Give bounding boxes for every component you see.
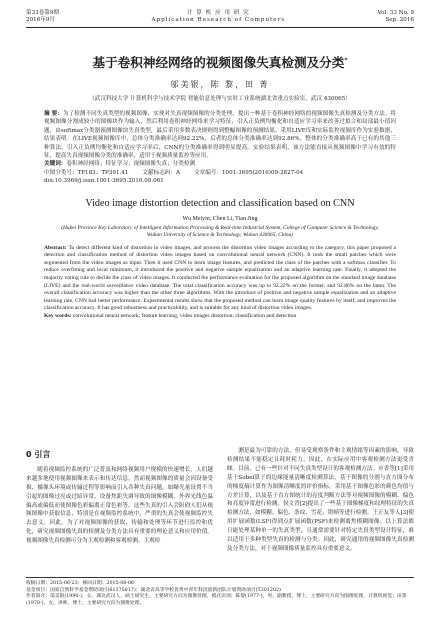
keywords-en — [44, 313, 396, 321]
classification-row — [44, 169, 396, 177]
footnote-received: 收稿日期：2015-06-23；修回日期：2015-08-06 — [26, 581, 135, 586]
paper-title-en: Video image distortion detection and classification based on CNN — [85, 197, 355, 209]
journal-name — [151, 10, 285, 24]
running-header — [26, 10, 414, 24]
date-en: Sep. 2016 — [385, 17, 414, 23]
abstract-en-block — [44, 245, 396, 321]
section-heading-introduction: 0 引言 — [26, 450, 51, 459]
intro-paragraph-right: 测是最为可靠的方法，但易受观察条件和主观情绪等因素的影响，导致检测结果不能稳定且耗时耗力。因此，在实际应用中客观检测方法更受青睐。目前，已有一些针对不同失真类型设计的客观检测方法。应省等[1]采用基于Sobel算子的边缘能量清晰度检测算法，基于图像的分割与直方图分布的梯度熵计算作为图像清晰度的评价指标，采用基于图像色彩的颜色均值与方差计算，以及基于直方图统计的亮度判断方法等对视频图像的模糊、偏色和亮度异常进行检测。侯文晋[2]提出了一些基于图像梯度和纹理特征的失真检测方法，如模糊、偏色、条纹、雪花、错帧等进行检测。王正友等人[3]使用扩展函数(LSF)得到点扩展函数(PSF)来检测离焦模糊图像。以上算法都只能处理某种单一的失真类型，且通常需要针对特定失真类型设计特征，难以适用于多种类型失真的检测与分类。因此，研究通用的视频图像失真检测及分类方法，对于视频图像质量监控具有重要意义。 — [227, 448, 414, 552]
footnote-bio: 作者简介：邬美银(1990-)，女，湖北武汉人，硕士研究生，主要研究方向为图像处理、模式识别；陈黎(1977-)，男，副教授，博士，主要研究方向为图像处理、计算机视觉；田菁(1978-)，女，讲师，博士，主要研究方向为图像处理。 — [26, 594, 407, 606]
intro-paragraph-left: 随着视频监控系统的广泛普及和网络视频用户规模的快速增长，人们越来越多地使用视频图像来表示和传达信息。然而视频图像的质量会因设备受损、摄像头环境或传输过程等影响而引入各种失真问题，如曝光量设置不当引起的图像过亮或过暗异常、设备焦距失调导致的图像模糊、外界光线色温偏高或偏低而使图像色彩偏离正常色彩等。这些失真的引入会阻碍人们从视频图像中获取信息，特别是在视频监控系统中，严重的失真会使视频监控失去意义。因此，为了对视频图像的获取、传输和处理等环节进行监控和优化，研究视频图像失真的检测及分类方法具有重要的理论意义和应用价值。视频图像失真检测可分为主观检测和客观检测。主观检 — [26, 466, 213, 545]
abstract-cn — [44, 110, 396, 160]
issue-info-cn — [26, 10, 59, 24]
title-footnote-mark: * — [344, 56, 348, 64]
volume-en: Vol. 33 No. 9 — [377, 10, 414, 16]
volume-cn: 第33卷第9期 — [26, 10, 60, 16]
title-cn-text: 基于卷积神经网络的视频图像失真检测及分类 — [92, 55, 345, 70]
keywords-cn-label: 关键词： — [44, 161, 67, 168]
footnote-fund: 基金项目：国家自然科学基金资助项目(61375017)；湖北省高等学校优秀中青年科技创新团队计划资助项目(T201202) — [26, 587, 281, 593]
keywords-cn — [44, 160, 396, 168]
keywords-cn-text: 卷积神经网络；特征学习；视频图像失真；分类检测 — [66, 161, 196, 168]
journal-name-cn: 计 算 机 应 用 研 究 — [186, 10, 250, 16]
affiliation-cn: （武汉科技大学 计算机科学与技术学院 智能信息处理与实时工业系统湖北省重点实验室，武汉 430065） — [89, 96, 351, 102]
abstract-cn-label: 摘 要： — [44, 111, 63, 117]
paper-title-cn — [26, 52, 414, 71]
keywords-en-label: Key words: — [44, 313, 72, 319]
authors-cn: 邬美银，陈 黎，田 菁 — [170, 80, 270, 89]
authors-en: Wu Meiyin, Chen Li, Tian Jing — [182, 215, 258, 222]
keywords-en-text: convolutional neural network; feature learning; video images distortion; classification and detection — [72, 313, 297, 319]
doi: doi:10.3969/j.issn.1001-3695.2016.09.061 — [44, 178, 164, 185]
article-number: 文章编号：1001-3695(2016)09-2827-04 — [194, 169, 304, 176]
abstract-cn-text: 为了检测不同失真类型的视频图像，实现对失真视频图像的分类处理，提出一种基于卷积神经网络的视频图像失真检测及分类方法。将视频图像分割成较小的图像块作为输入，然后利用卷积神经网络来学习特征，引入正负例均衡化和自适应学习率来改善过拟合和局部最小值问题，由softmax分类器预测图像块失真类型，最后采用多数表决规则得到整幅图像的预测结果。采用LIVE库和实际监控视频库作为实验数据，结果表明：在LIVE视频图像库中，总体分类准确率达到92.22%，后者的总体分类准确率达到92.86%。整体的分类准确率高于已有的其他三种算法，引入正负例均衡化和自适应学习率后，CNN的分类准确率得到明显提高。实验结果表明，该方法能直接从视频图像中学习有效的特征，提高失真视频图像分类的准确率，适用于视频质量监控等应用。 — [44, 111, 396, 160]
abstract-en-label: Abstract: — [44, 244, 67, 251]
journal-name-en: Application Research of Computers — [151, 17, 286, 23]
date-cn: 2016年9月 — [26, 17, 55, 23]
body-columns — [26, 447, 414, 554]
document-code: 文献标志码：A — [142, 169, 181, 176]
abstract-en — [44, 245, 396, 313]
issue-info-en — [378, 10, 414, 24]
abstract-en-text: To detect different kind of distortion in video images, and process the distortion video images according to the category, this paper proposed a detection and classification method of distortion video images based on convolutional neural network (CNN). It took the small patches which were segmented from the video images as input. Then it used CNN to learn image features, and predicted the class of the patches with a softmax classifier. To reduce overfitting and local minimum, it introduced the positive and negative sample equalization and an adaptive learning rate. Finally, it adopted the majority voting rule to decide the class of video images. It conducted the performance evaluation for the proposed algorithm on the standard image database (LIVE) and the real-world surveillance video database. The total classification accuracy was up to 92.22% on the former, and 92.86% on the latter. The overall classification accuracy was higher than the other three algorithms. With the introduce of positive and negative sample equalization and an adaptive learning rate, CNN had better performance. Experimental results show that the proposed method can learn image quality features by itself, and improves the classification accuracy. It has good robustness and practicability, and is suitable for any kind of distortion video images. — [44, 244, 396, 312]
footnote-block — [26, 577, 414, 607]
affiliation-en: (Hubei Province Key Laboratory of Intelligent Information Processing & Real-time Industrial System, College of Computer Science & Technology, Wuhan University of Science & Technology, Wuhan 430065, China) — [61, 224, 379, 238]
clc-number: 中图分类号：TP183；TP391.41 — [44, 169, 129, 176]
body-column-right — [227, 447, 414, 554]
body-column-left — [26, 447, 213, 554]
header-rule — [26, 27, 414, 28]
abstract-cn-block — [44, 110, 396, 186]
